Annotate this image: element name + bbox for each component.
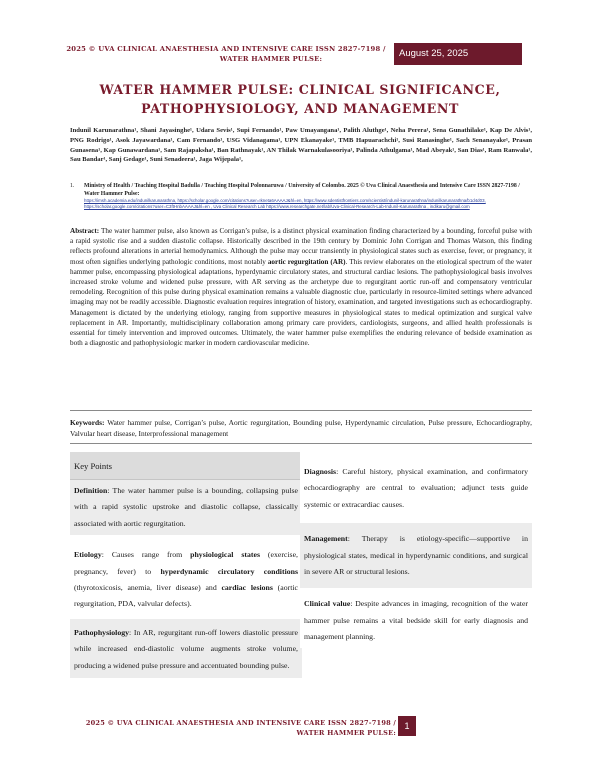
affiliation — [70, 182, 532, 198]
running-header-line1: 2025 © UVA CLINICAL ANAESTHESIA AND INTENSIVE CARE ISSN 2827-7198 / — [66, 45, 386, 53]
divider-bottom — [70, 443, 532, 444]
key-points-heading: Key Points — [70, 452, 302, 480]
keywords-label: Keywords: — [70, 418, 105, 427]
management-label: Management — [304, 534, 348, 544]
key-point-management — [300, 523, 532, 588]
etiology-cardiac-lesions: cardiac lesions — [221, 583, 273, 593]
pathophysiology-text: : In AR, regurgitant run-off lowers diastolic pressure while increased end-diastolic volume augments stroke volume, producing a widened pulse pressure and accentuated bounding pulse. — [74, 627, 298, 670]
diagnosis-text: : Careful history, physical examination, and confirmatory echocardiography are central to evaluation; adjunct tests guide systemic or extracardiac causes. — [304, 467, 528, 509]
key-point-clinical-value — [300, 588, 532, 647]
author-list: Indunil Karunarathna¹, Shani Jayasinghe¹, Udara Sevis¹, Supi Fernando¹, Paw Umayangana¹, Palith Aluthge¹, Neha Perera¹, Sena Gunathilake¹, Kap De Alvis¹, PNG Rodrigo¹, Asok Jayawardana¹, Cam Fernando¹, USG Vidanagama¹, UPN Ekanayake¹, TMB Hapuarachchi¹, Susi Ranasinghe¹, Sach Senanayake¹, Prasan Gunasena¹, Kap Gunawardana¹, Sam Rajapaksha¹, Ban Rathnayak¹, AN Thilak Warnakulasooriya¹, Palinda Athulgama¹, Mad Abeyak¹, San Dias¹, Ram Ranwala¹, Sau Bandar¹, Sanj Gedage¹, Suni Senadeera¹, Jaga Wijepala¹, — [70, 127, 532, 164]
pathophysiology-label: Pathophysiology — [74, 627, 130, 637]
running-footer-line1: 2025 © UVA CLINICAL ANAESTHESIA AND INTENSIVE CARE ISSN 2827-7198 / — [85, 719, 396, 727]
article-title — [70, 80, 530, 118]
etiology-text-4: (aortic regurgitation, PDA, valvular defects). — [74, 583, 298, 609]
abstract-text-2: . This review elaborates on the etiological spectrum of the water hammer pulse, encompassing physiological adaptations, hyperdynamic circulatory states, and structural cardiac lesions. The pathophysiological basis involves increased stroke volume and widened pulse pressure, with AR serving as the archetype due to regurgitant aortic run-off and compensatory ventricular remodeling. Recognition of this pulse during physical examination remains a valuable diagnostic clue, particularly in resource-limited settings where advanced imaging may not be readily accessible. Diagnostic evaluation requires integration of history, examination, and targeted investigations such as echocardiography. Management is dictated by the underlying etiology, ranging from supportive measures in physiological states to medical optimization and surgical valve replacement in AR. Importantly, multidisciplinary collaboration among primary care providers, cardiologists, surgeons, and allied health professionals is essential for timely intervention and improved outcomes. Ultimately, the water hammer pulse exemplifies the enduring relevance of bedside examination as both a diagnostic and pathophysiologic marker in modern cardiovascular medicine. — [70, 257, 533, 348]
key-points-left-column — [70, 452, 302, 702]
article-title-line2: PATHOPHYSIOLOGY, AND MANAGEMENT — [141, 101, 459, 116]
page-number: 1 — [398, 716, 416, 736]
etiology-text-2: (exercise, pregnancy, fever) to — [74, 550, 298, 576]
publication-date: August 25, 2025 — [394, 43, 522, 65]
key-point-etiology — [70, 535, 302, 619]
abstract-emphasis: aortic regurgitation (AR) — [267, 257, 346, 266]
definition-label: Definition — [74, 486, 108, 495]
running-footer — [66, 718, 396, 738]
key-points-box — [70, 452, 532, 702]
diagnosis-label: Diagnosis — [304, 467, 337, 476]
running-header — [66, 44, 386, 64]
keywords-text: Water hammer pulse, Corrigan’s pulse, Aortic regurgitation, Bounding pulse, Hyperdynamic circulation, Pulse pressure, Echocardiography, Valvular heart disease, Interprofessional management — [70, 418, 532, 438]
etiology-text-3: (thyrotoxicosis, anemia, liver disease) and — [74, 583, 222, 593]
abstract-text-1: The water hammer pulse, also known as Corrigan’s pulse, is a distinct physical examination finding characterized by a bounding, forceful pulse with a rapid systolic rise and a sudden diastolic collapse. Historically described in the 19th century by Dominic John Corrigan and Thomas Watson, this finding reflects profound alterations in arterial hemodynamics. Although the pulse may occur transiently in physiological states such as exercise, fever, or pregnancy, it most often signifies underlying pathologic conditions, most notably — [70, 227, 532, 266]
article-title-line1: WATER HAMMER PULSE: CLINICAL SIGNIFICANCE, — [99, 82, 501, 97]
key-point-diagnosis — [300, 452, 532, 523]
etiology-text-1: : Causes range from — [101, 550, 191, 560]
abstract-label: Abstract: — [70, 227, 100, 235]
key-points-right-column — [300, 452, 532, 702]
running-footer-line2: WATER HAMMER PULSE: — [296, 729, 396, 737]
divider-top — [70, 410, 532, 411]
running-header-line2: WATER HAMMER PULSE: — [219, 55, 323, 63]
clinical-value-label: Clinical value — [304, 599, 351, 609]
author-profile-links[interactable]: https://imsh.academia.edu/indunilkarunarathna, https://scholar.google.com/citations?user=Ikneta6AAAAJ&hl=en, https://www.sdentistfrontiers.com/scientist/indunil-karunarathna/indunilkarunarathna/b1d4d03, https://scholar.google.com/citations?user=C3ftHnbAAAAJ&hl=en , Uva Clinical Research Lab https://www.researchgate.net/lab/Uva-Clinical-Research-Lab-Indunil-Karunarathna , indikaru@gmail.com — [84, 198, 486, 209]
key-point-pathophysiology — [70, 619, 302, 678]
etiology-hyperdynamic-conditions: hyperdynamic circulatory conditions — [160, 566, 299, 576]
clinical-value-text: : Despite advances in imaging, recognition of the water hammer pulse remains a vital bedside skill for early diagnosis and management planning. — [304, 599, 529, 642]
affiliation-text: Ministry of Health / Teaching Hospital Badulla / Teaching Hospital Polonnaruwa / University of Colombo. 2025 © Uva Clinical Anaesthesia and Intensive Care ISSN 2827-7198 / Water Hammer Pulse: — [84, 183, 520, 197]
keywords — [70, 418, 532, 439]
etiology-physiological-states: physiological states — [190, 550, 260, 560]
affiliation-number: 1. — [70, 183, 75, 189]
key-point-definition — [70, 480, 302, 535]
management-text: : Therapy is etiology-specific—supportive in physiological states, medical in hyperdynamic conditions, and surgical in severe AR or structural lesions. — [304, 534, 528, 577]
etiology-label: Etiology — [74, 550, 102, 560]
abstract — [70, 226, 532, 348]
definition-text: : The water hammer pulse is a bounding, collapsing pulse with a rapid systolic upstroke and diastolic collapse, classically associated with aortic regurgitation. — [74, 486, 298, 528]
